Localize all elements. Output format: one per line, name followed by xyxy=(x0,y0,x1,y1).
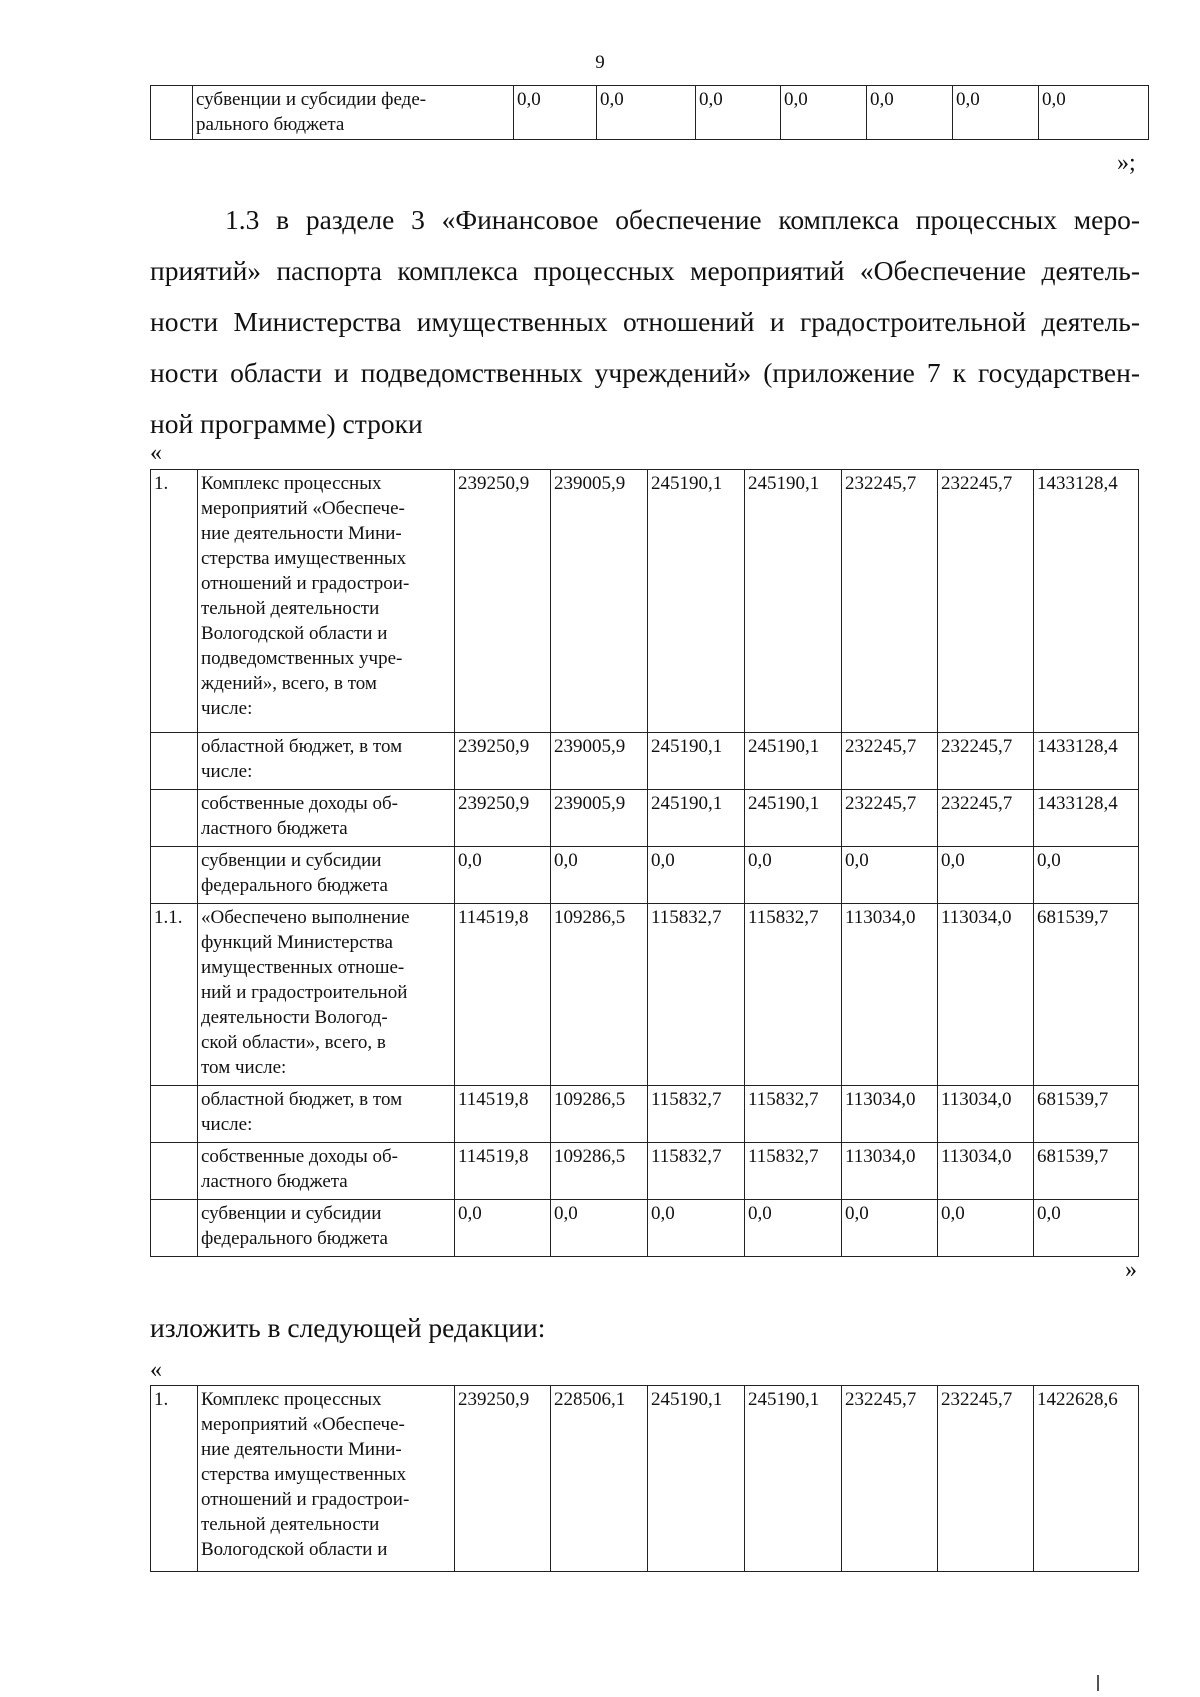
value-cell: 239005,9 xyxy=(551,470,648,733)
value-cell: 115832,7 xyxy=(648,904,745,1086)
value-cell: 239250,9 xyxy=(455,470,551,733)
value-cell: 0,0 xyxy=(551,847,648,904)
value-cell: 228506,1 xyxy=(551,1386,648,1572)
paragraph-line: ности области и подведомственных учреждений» (приложение 7 к государствен- xyxy=(150,357,1140,388)
value-cell: 232245,7 xyxy=(938,790,1034,847)
value-cell: 232245,7 xyxy=(842,470,938,733)
value-cell: 245190,1 xyxy=(745,1386,842,1572)
value-cell: 0,0 xyxy=(953,86,1039,140)
table-row xyxy=(151,847,1139,904)
row-label-cell: областной бюджет, в том числе: xyxy=(198,1086,455,1143)
value-cell: 232245,7 xyxy=(842,790,938,847)
value-cell: 1433128,4 xyxy=(1034,733,1139,790)
paragraph-line: приятий» паспорта комплекса процессных мероприятий «Обеспечение деятель- xyxy=(150,255,1140,286)
value-cell: 245190,1 xyxy=(648,1386,745,1572)
amendment-paragraph xyxy=(150,194,1140,449)
closing-quote-semicolon: »; xyxy=(1117,150,1136,176)
value-cell: 0,0 xyxy=(745,1200,842,1257)
row-number-cell xyxy=(151,86,193,140)
value-cell: 0,0 xyxy=(1034,847,1139,904)
value-cell: 115832,7 xyxy=(745,1143,842,1200)
value-cell: 0,0 xyxy=(648,847,745,904)
value-cell: 113034,0 xyxy=(938,1086,1034,1143)
row-label-cell: собственные доходы об- ластного бюджета xyxy=(198,1143,455,1200)
paragraph-line: ности Министерства имущественных отношений и градостроительной деятель- xyxy=(150,306,1140,337)
value-cell: 0,0 xyxy=(455,847,551,904)
value-cell: 681539,7 xyxy=(1034,1143,1139,1200)
row-number-cell: 1. xyxy=(151,1386,198,1572)
value-cell: 1422628,6 xyxy=(1034,1386,1139,1572)
value-cell: 245190,1 xyxy=(745,790,842,847)
value-cell: 109286,5 xyxy=(551,1086,648,1143)
value-cell: 239250,9 xyxy=(455,733,551,790)
table-row xyxy=(151,733,1139,790)
value-cell: 681539,7 xyxy=(1034,904,1139,1086)
value-cell: 113034,0 xyxy=(842,1143,938,1200)
value-cell: 232245,7 xyxy=(842,733,938,790)
continued-table xyxy=(150,85,1149,140)
row-number-cell: 1. xyxy=(151,470,198,733)
value-cell: 115832,7 xyxy=(745,904,842,1086)
value-cell: 681539,7 xyxy=(1034,1086,1139,1143)
opening-quote: « xyxy=(150,1357,162,1383)
value-cell: 0,0 xyxy=(938,847,1034,904)
table-row xyxy=(151,1200,1139,1257)
value-cell: 0,0 xyxy=(597,86,696,140)
value-cell: 0,0 xyxy=(867,86,953,140)
value-cell: 232245,7 xyxy=(938,1386,1034,1572)
value-cell: 114519,8 xyxy=(455,1143,551,1200)
value-cell: 1433128,4 xyxy=(1034,470,1139,733)
table-row xyxy=(151,86,1149,140)
value-cell: 239250,9 xyxy=(455,790,551,847)
row-number-cell xyxy=(151,790,198,847)
value-cell: 232245,7 xyxy=(938,733,1034,790)
row-label-cell: «Обеспечено выполнение функций Министерства имущественных отноше- ний и градостроительной деятельности Вологод- ской области», всего, в том числе: xyxy=(198,904,455,1086)
table-row xyxy=(151,790,1139,847)
scan-mark xyxy=(1097,1675,1099,1691)
value-cell: 0,0 xyxy=(455,1200,551,1257)
value-cell: 114519,8 xyxy=(455,904,551,1086)
value-cell: 0,0 xyxy=(842,847,938,904)
value-cell: 239005,9 xyxy=(551,790,648,847)
value-cell: 113034,0 xyxy=(842,1086,938,1143)
value-cell: 0,0 xyxy=(781,86,867,140)
value-cell: 245190,1 xyxy=(648,733,745,790)
row-number-cell xyxy=(151,733,198,790)
value-cell: 0,0 xyxy=(938,1200,1034,1257)
paragraph-line: 1.3 в разделе 3 «Финансовое обеспечение комплекса процессных меро- xyxy=(225,204,1140,235)
value-cell: 0,0 xyxy=(745,847,842,904)
value-cell: 0,0 xyxy=(1034,1200,1139,1257)
value-cell: 114519,8 xyxy=(455,1086,551,1143)
row-number-cell xyxy=(151,1143,198,1200)
value-cell: 0,0 xyxy=(696,86,781,140)
lead-text: изложить в следующей редакции: xyxy=(150,1312,546,1343)
new-finance-table xyxy=(150,1385,1139,1572)
table-row xyxy=(151,470,1139,733)
row-label-cell: субвенции и субсидии федерального бюджета xyxy=(198,847,455,904)
value-cell: 0,0 xyxy=(648,1200,745,1257)
value-cell: 109286,5 xyxy=(551,1143,648,1200)
value-cell: 239005,9 xyxy=(551,733,648,790)
value-cell: 0,0 xyxy=(514,86,597,140)
value-cell: 245190,1 xyxy=(648,470,745,733)
value-cell: 113034,0 xyxy=(938,1143,1034,1200)
value-cell: 245190,1 xyxy=(745,470,842,733)
value-cell: 115832,7 xyxy=(648,1086,745,1143)
value-cell: 232245,7 xyxy=(842,1386,938,1572)
value-cell: 245190,1 xyxy=(648,790,745,847)
existing-finance-table xyxy=(150,469,1139,1257)
row-number-cell xyxy=(151,847,198,904)
row-label-cell: Комплекс процессных мероприятий «Обеспече- ние деятельности Мини- стерства имущественных отношений и градострои- тельной деятельности Вологодской области и xyxy=(198,1386,455,1572)
value-cell: 245190,1 xyxy=(745,733,842,790)
row-label-cell: субвенции и субсидии федерального бюджета xyxy=(198,1200,455,1257)
row-label-cell: собственные доходы об- ластного бюджета xyxy=(198,790,455,847)
value-cell: 0,0 xyxy=(1039,86,1149,140)
row-number-cell xyxy=(151,1200,198,1257)
value-cell: 115832,7 xyxy=(648,1143,745,1200)
table-row xyxy=(151,904,1139,1086)
paragraph-line: ной программе) строки xyxy=(150,408,423,439)
value-cell: 109286,5 xyxy=(551,904,648,1086)
row-label-cell: субвенции и субсидии феде- рального бюджета xyxy=(193,86,514,140)
row-number-cell: 1.1. xyxy=(151,904,198,1086)
value-cell: 0,0 xyxy=(551,1200,648,1257)
page-number: 9 xyxy=(595,52,605,73)
value-cell: 113034,0 xyxy=(842,904,938,1086)
value-cell: 113034,0 xyxy=(938,904,1034,1086)
value-cell: 0,0 xyxy=(842,1200,938,1257)
opening-quote: « xyxy=(150,440,162,466)
row-number-cell xyxy=(151,1086,198,1143)
table-row xyxy=(151,1386,1139,1572)
value-cell: 115832,7 xyxy=(745,1086,842,1143)
table-row xyxy=(151,1086,1139,1143)
table-row xyxy=(151,1143,1139,1200)
row-label-cell: областной бюджет, в том числе: xyxy=(198,733,455,790)
row-label-cell: Комплекс процессных мероприятий «Обеспече- ние деятельности Мини- стерства имущественных отношений и градострои- тельной деятельности Вологодской области и подведомственных учре- ждений», всего, в том числе: xyxy=(198,470,455,733)
value-cell: 232245,7 xyxy=(938,470,1034,733)
value-cell: 1433128,4 xyxy=(1034,790,1139,847)
closing-quote: » xyxy=(1125,1257,1137,1283)
value-cell: 239250,9 xyxy=(455,1386,551,1572)
